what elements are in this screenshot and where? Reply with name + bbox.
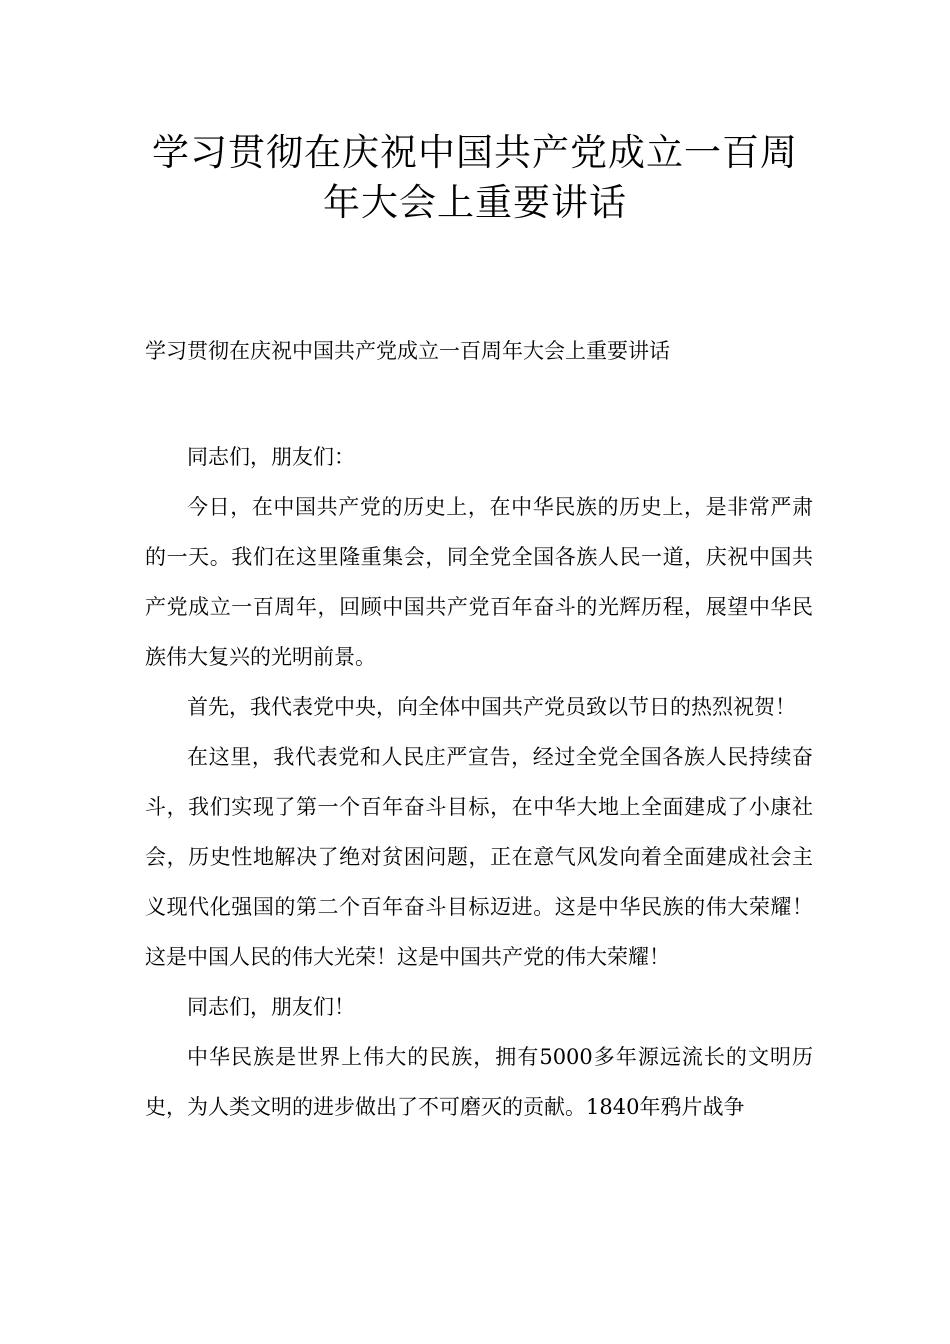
paragraph: 今日，在中国共产党的历史上，在中华民族的历史上，是非常严肃的一天。我们在这里隆重集会，同全党全国各族人民一道，庆祝中国共产党成立一百周年，回顾中国共产党百年奋斗的光辉历程，展望中华民族伟大复兴的光明前景。 [145,495,813,669]
paragraph: 在这里，我代表党和人民庄严宣告，经过全党全国各族人民持续奋斗，我们实现了第一个百年奋斗目标，在中华大地上全面建成了小康社会，历史性地解决了绝对贫困问题，正在意气风发向着全面建成社会主义现代化强国的第二个百年奋斗目标迈进。这是中华民族的伟大荣耀！这是中国人民的伟大光荣！这是中国共产党的伟大荣耀！ [145,745,813,969]
document-title: 学习贯彻在庆祝中国共产党成立一百周年大会上重要讲话 [152,131,798,224]
document-subtitle: 学习贯彻在庆祝中国共产党成立一百周年大会上重要讲话 [145,339,670,363]
document-body [145,432,813,1132]
paragraph-greeting: 同志们，朋友们！ [187,995,355,1019]
paragraph: 中华民族是世界上伟大的民族，拥有5000多年源远流长的文明历史，为人类文明的进步做出了不可磨灭的贡献。1840年鸦片战争 [145,1045,813,1119]
paragraph-greeting: 同志们，朋友们： [187,445,355,469]
paragraph: 首先，我代表党中央，向全体中国共产党员致以节日的热烈祝贺！ [187,695,796,719]
